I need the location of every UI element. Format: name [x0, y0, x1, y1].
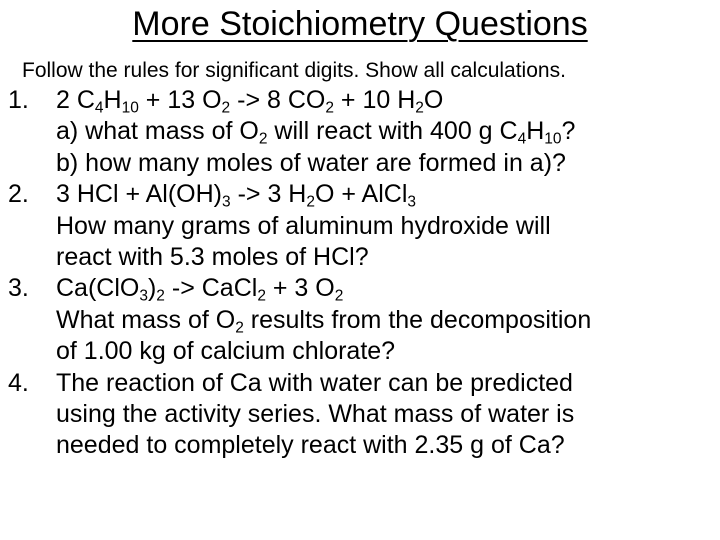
question-equation: 2 $C_4H_{10} + 13$ $O_2 -> 8$ $CO_2 + 10$ $H_2O$ — [56, 86, 444, 117]
subscript: 3 — [222, 193, 231, 211]
subscript: 3 — [407, 193, 417, 211]
subscript: 2 — [257, 287, 266, 305]
question-text-line: a) what mass of $O_2$ will react with 400 g $C_4H_{10}$? — [56, 117, 576, 148]
question-item — [8, 85, 713, 179]
question-number: 4. — [8, 368, 29, 397]
subscript: 4 — [94, 99, 104, 117]
subscript: 4 — [517, 130, 527, 148]
slide-title: More Stoichiometry Questions — [132, 5, 588, 43]
question-text-line: How many grams of aluminum hydroxide will — [56, 211, 551, 240]
question-item — [8, 368, 713, 462]
subscript: 2 — [156, 287, 165, 305]
question-item — [8, 273, 713, 367]
subscript: 2 — [258, 130, 268, 148]
subscript: 3 — [139, 287, 148, 305]
question-equation: $Ca(ClO_3)_2$ -> CaCl$_2$ + 3 $O_2$ — [56, 274, 344, 305]
question-number: 2. — [8, 180, 29, 209]
subscript: 2 — [325, 99, 334, 117]
question-text-line: needed to completely react with 2.35 g of Ca? — [56, 431, 565, 460]
subscript: 2 — [221, 99, 231, 117]
question-item — [8, 179, 713, 273]
subscript: 2 — [235, 319, 244, 337]
subscript: 2 — [334, 287, 344, 305]
question-text-line: react with 5.3 moles of HCl? — [56, 243, 369, 272]
question-number: 3. — [8, 274, 29, 303]
slide-subtitle: Follow the rules for significant digits. Show all calculations. — [22, 59, 566, 82]
subscript: 2 — [415, 99, 424, 117]
question-text-line: What mass of $O_2$ results from the decomposition — [56, 305, 592, 337]
subscript: 2 — [306, 193, 315, 211]
subscript: 10 — [544, 130, 562, 148]
question-equation: 3 HCl + $Al(OH)_3 -> 3$ $H_2O$ + AlCl$_3$ — [56, 180, 417, 211]
question-number: 1. — [8, 86, 29, 114]
question-text-line: of 1.00 kg of calcium chlorate? — [56, 337, 396, 366]
question-equation: The reaction of Ca with water can be predicted — [56, 368, 573, 397]
question-text-line: using the activity series. What mass of water is — [56, 400, 575, 429]
question-list — [8, 85, 713, 462]
question-text-line: b) how many moles of water are formed in a)? — [56, 148, 566, 177]
subscript: 10 — [121, 99, 139, 117]
